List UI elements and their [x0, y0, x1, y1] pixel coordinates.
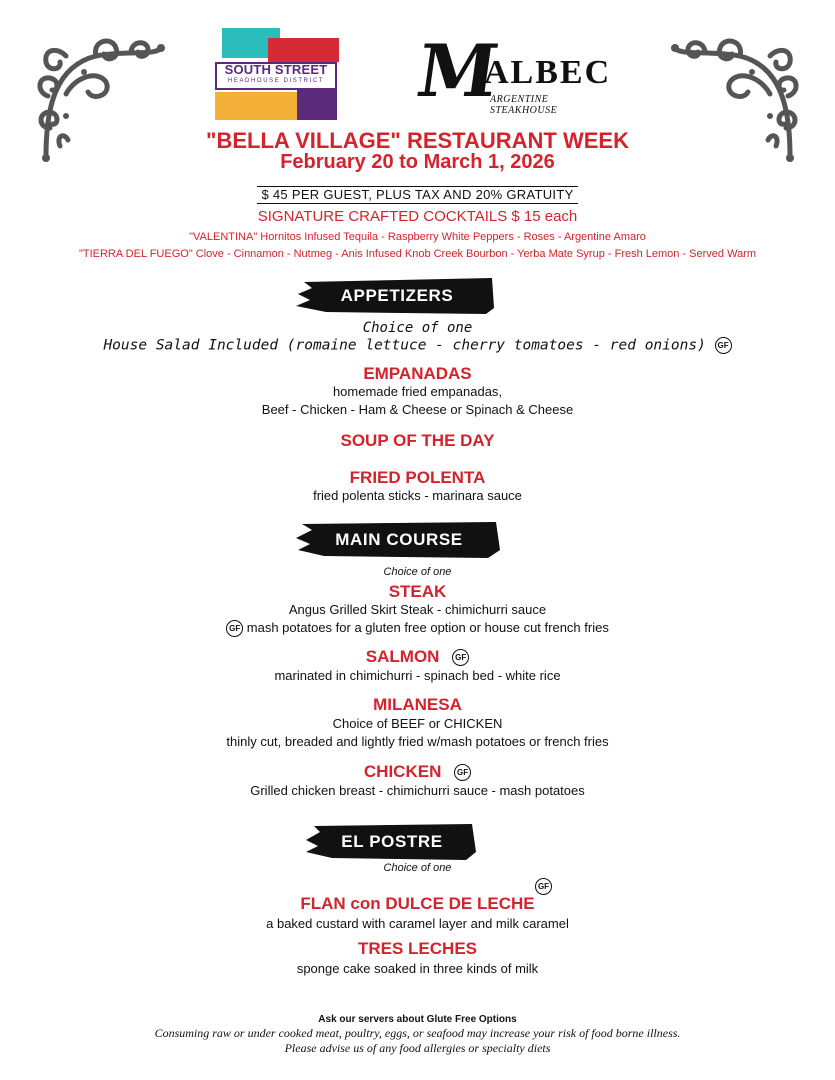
- price-line: [0, 186, 835, 204]
- south-street-logo: [215, 28, 339, 120]
- dish-desc-milanesa-1: Choice of BEEF or CHICKEN: [332, 716, 503, 731]
- dish-desc-steak-2: [0, 620, 835, 637]
- cocktail-tierra-del-fuego: "TIERRA DEL FUEGO" Clove - Cinnamon - Nutmeg - Anis Infused Knob Creek Bourbon - Yerba Mate Syrup - Fresh Lemon - Served Warm: [78, 248, 757, 260]
- dish-desc-tres-leches: sponge cake soaked in three kinds of milk: [296, 961, 539, 976]
- gluten-free-icon: GF: [454, 764, 471, 781]
- footer-gluten-free-note: Ask our servers about Glute Free Options: [318, 1014, 517, 1025]
- dish-name-salmon-text: SALMON: [365, 647, 440, 666]
- dish-name-fried-polenta: FRIED POLENTA: [349, 468, 486, 487]
- dish-desc-steak-2-text: mash potatoes for a gluten free option or house cut french fries: [246, 620, 609, 635]
- dish-name-soup: SOUP OF THE DAY: [340, 431, 495, 450]
- malbec-logo-name: ALBEC: [484, 54, 612, 91]
- dish-desc-chicken: Grilled chicken breast - chimichurri sauce - mash potatoes: [250, 783, 585, 798]
- dish-name-steak: STEAK: [388, 582, 447, 601]
- footer-health-warning: Consuming raw or under cooked meat, poultry, eggs, or seafood may increase your risk of food borne illness.: [154, 1026, 681, 1040]
- signature-cocktails-heading: SIGNATURE CRAFTED COCKTAILS $ 15 each: [257, 208, 578, 225]
- dish-name-tres-leches: TRES LECHES: [357, 939, 478, 958]
- main-course-heading-text: MAIN COURSE: [335, 530, 463, 549]
- logo-block-yellow: [215, 92, 297, 120]
- malbec-logo-initial: M: [412, 28, 504, 113]
- house-salad-text: House Salad Included (romaine lettuce - cherry tomatoes - red onions): [103, 337, 706, 354]
- appetizers-heading-text: APPETIZERS: [340, 286, 454, 305]
- dish-desc-salmon: marinated in chimichurri - spinach bed - white rice: [274, 668, 561, 683]
- dish-name-flan: FLAN con DULCE DE LECHE: [300, 894, 535, 913]
- cocktail-valentina: "VALENTINA" Hornitos Infused Tequila - Raspberry White Peppers - Roses - Argentine Amaro: [189, 231, 646, 243]
- dish-name-salmon: [0, 647, 835, 667]
- dessert-choice: Choice of one: [383, 862, 452, 874]
- main-course-choice: Choice of one: [383, 566, 452, 578]
- appetizers-heading: [296, 276, 498, 316]
- dish-desc-steak-1: Angus Grilled Skirt Steak - chimichurri sauce: [288, 602, 547, 617]
- page-title: "BELLA VILLAGE" RESTAURANT WEEK: [206, 128, 629, 153]
- appetizers-choice: Choice of one: [362, 320, 473, 336]
- el-postre-heading-text: EL POSTRE: [341, 832, 443, 851]
- gluten-free-icon: GF: [226, 620, 243, 637]
- price-text: $ 45 PER GUEST, PLUS TAX AND 20% GRATUITY: [257, 186, 577, 204]
- dish-name-milanesa: MILANESA: [373, 695, 462, 714]
- logo-title: SOUTH STREET: [224, 62, 328, 77]
- event-dates: February 20 to March 1, 2026: [280, 151, 555, 173]
- dish-desc-fried-polenta: fried polenta sticks - marinara sauce: [313, 488, 522, 503]
- gluten-free-icon: GF: [452, 649, 469, 666]
- house-salad: [0, 337, 835, 354]
- dish-name-empanadas: EMPANADAS: [363, 364, 472, 383]
- dish-desc-empanadas-2: Beef - Chicken - Ham & Cheese or Spinach & Cheese: [261, 402, 574, 417]
- dish-name-chicken-text: CHICKEN: [363, 762, 442, 781]
- dish-name-chicken: [0, 762, 835, 782]
- el-postre-heading: [306, 822, 478, 862]
- dish-desc-milanesa-2: thinly cut, breaded and lightly fried w/mash potatoes or french fries: [226, 734, 609, 749]
- dish-desc-empanadas-1: homemade fried empanadas,: [332, 384, 503, 399]
- footer-allergy-note: Please advise us of any food allergies or specialty diets: [284, 1041, 551, 1055]
- logo-subtitle: HEADHOUSE DISTRICT: [227, 78, 325, 84]
- gluten-free-icon: GF: [535, 878, 552, 895]
- dish-desc-flan: a baked custard with caramel layer and milk caramel: [266, 916, 569, 931]
- logo-block-red: [268, 38, 339, 62]
- gluten-free-icon: GF: [715, 337, 732, 354]
- malbec-logo: [412, 28, 618, 116]
- malbec-logo-subtitle: ARGENTINE STEAKHOUSE: [490, 94, 558, 116]
- main-course-heading: [296, 520, 502, 560]
